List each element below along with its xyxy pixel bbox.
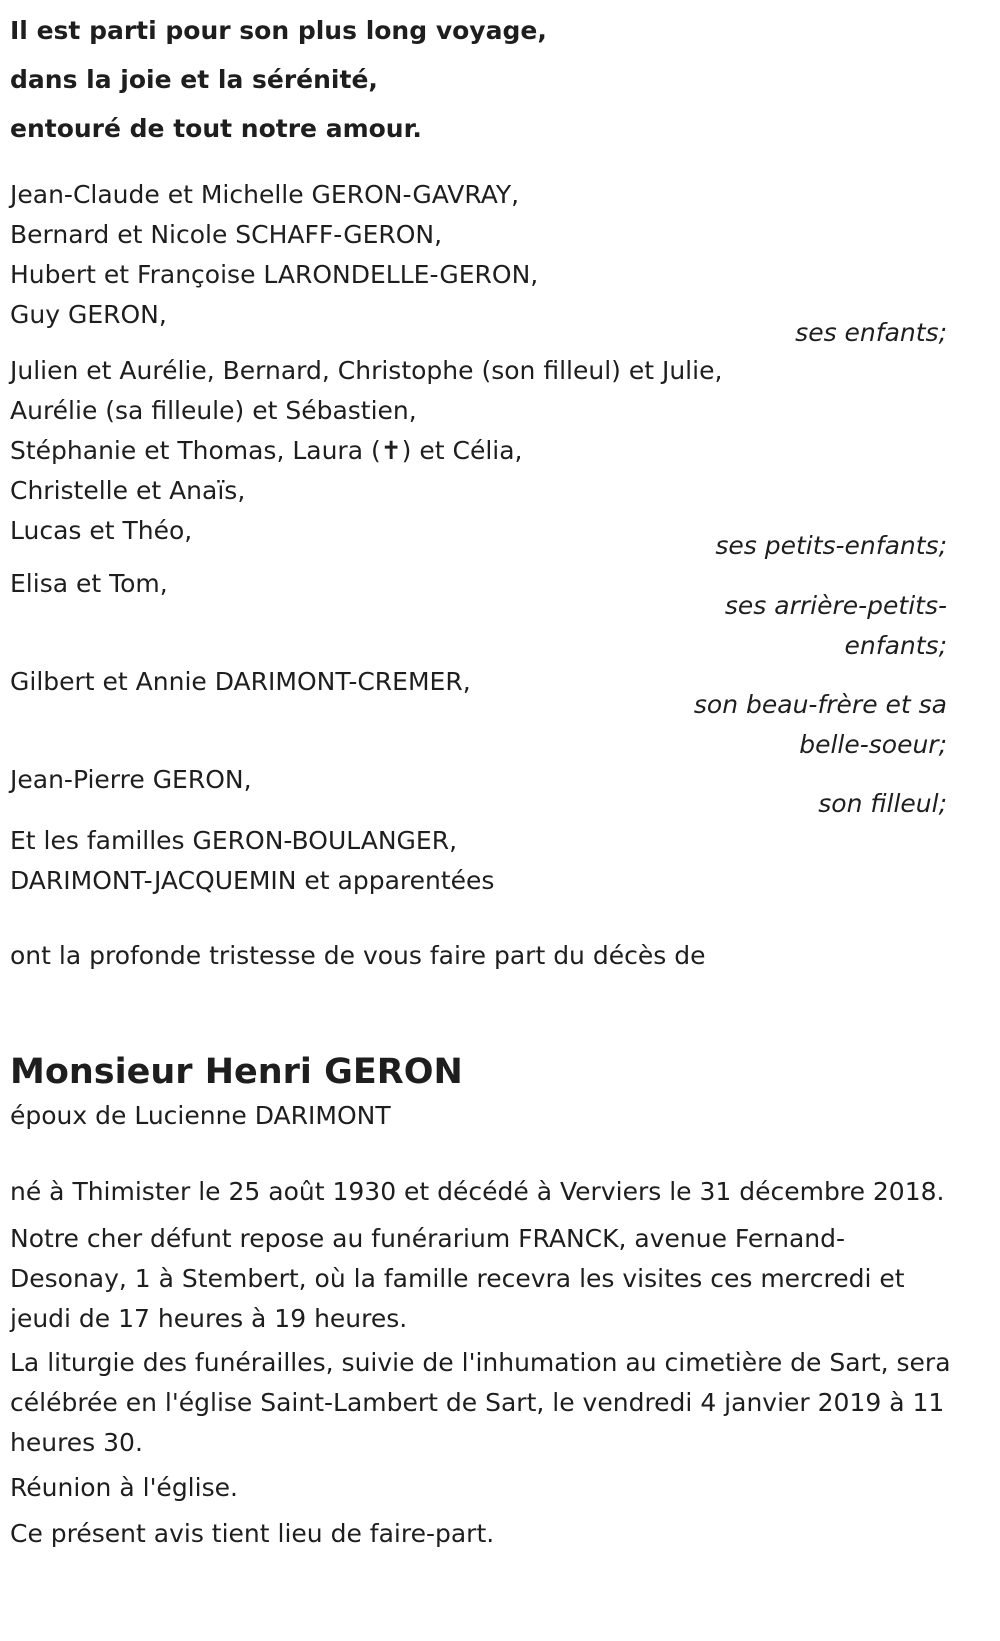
godson-name: Jean-Pierre GERON, bbox=[10, 765, 252, 794]
intro-line: entouré de tout notre amour. bbox=[10, 114, 422, 143]
great-grandchildren-list bbox=[10, 564, 168, 604]
families-list bbox=[10, 821, 494, 901]
grandchildren-name: Aurélie (sa filleule) et Sébastien, bbox=[10, 396, 417, 425]
role-line: son beau-frère et sa bbox=[693, 690, 947, 719]
role-line: ses arrière-petits- bbox=[724, 591, 947, 620]
intro-line: dans la joie et la sérénité, bbox=[10, 65, 378, 94]
deceased-name: Monsieur Henri GERON bbox=[10, 1052, 463, 1092]
funeral-text: La liturgie des funérailles, suivie de l'inhumation au cimetière de Sart, sera célébrée en l'église Saint-Lambert de Sart, le vendredi 4 janvier 2019 à 11 heures 30. bbox=[10, 1348, 951, 1457]
announcement-text: ont la profonde tristesse de vous faire part du décès de bbox=[10, 941, 706, 970]
in-laws-role bbox=[694, 685, 947, 765]
grandchildren-name: Christelle et Anaïs, bbox=[10, 476, 246, 505]
reunion-text: Réunion à l'église. bbox=[10, 1473, 238, 1502]
grandchildren-name: Stéphanie et Thomas, Laura (✝) et Célia, bbox=[10, 436, 523, 465]
intro-poem bbox=[10, 6, 547, 153]
great-grandchildren-role bbox=[725, 586, 947, 666]
notice-text: Ce présent avis tient lieu de faire-part. bbox=[10, 1519, 495, 1548]
children-name: Guy GERON, bbox=[10, 300, 167, 329]
grandchildren-list bbox=[10, 351, 722, 551]
children-role: ses enfants; bbox=[795, 318, 947, 347]
great-grandchildren-name: Elisa et Tom, bbox=[10, 569, 168, 598]
spouse-text: époux de Lucienne DARIMONT bbox=[10, 1101, 391, 1130]
birth-death-text: né à Thimister le 25 août 1930 et décédé à Verviers le 31 décembre 2018. bbox=[10, 1177, 945, 1206]
grandchildren-name: Julien et Aurélie, Bernard, Christophe (son filleul) et Julie, bbox=[10, 356, 723, 385]
in-laws-name: Gilbert et Annie DARIMONT-CREMER, bbox=[10, 667, 471, 696]
families-line: DARIMONT-JACQUEMIN et apparentées bbox=[10, 866, 495, 895]
intro-line: Il est parti pour son plus long voyage, bbox=[10, 16, 547, 45]
role-line: enfants; bbox=[844, 631, 947, 660]
godson-role: son filleul; bbox=[818, 789, 947, 818]
children-name: Hubert et Françoise LARONDELLE-GERON, bbox=[10, 260, 539, 289]
in-laws-list bbox=[10, 662, 471, 702]
children-name: Bernard et Nicole SCHAFF-GERON, bbox=[10, 220, 443, 249]
role-line: belle-soeur; bbox=[799, 730, 947, 759]
visitation-text: Notre cher défunt repose au funérarium FRANCK, avenue Fernand-Desonay, 1 à Stembert, où la famille recevra les visites ces mercredi et jeudi de 17 heures à 19 heures. bbox=[10, 1224, 905, 1333]
grandchildren-name: Lucas et Théo, bbox=[10, 516, 193, 545]
families-line: Et les familles GERON-BOULANGER, bbox=[10, 826, 458, 855]
grandchildren-role: ses petits-enfants; bbox=[715, 531, 947, 560]
godson-list bbox=[10, 760, 252, 800]
children-list bbox=[10, 175, 538, 335]
children-name: Jean-Claude et Michelle GERON-GAVRAY, bbox=[10, 180, 520, 209]
